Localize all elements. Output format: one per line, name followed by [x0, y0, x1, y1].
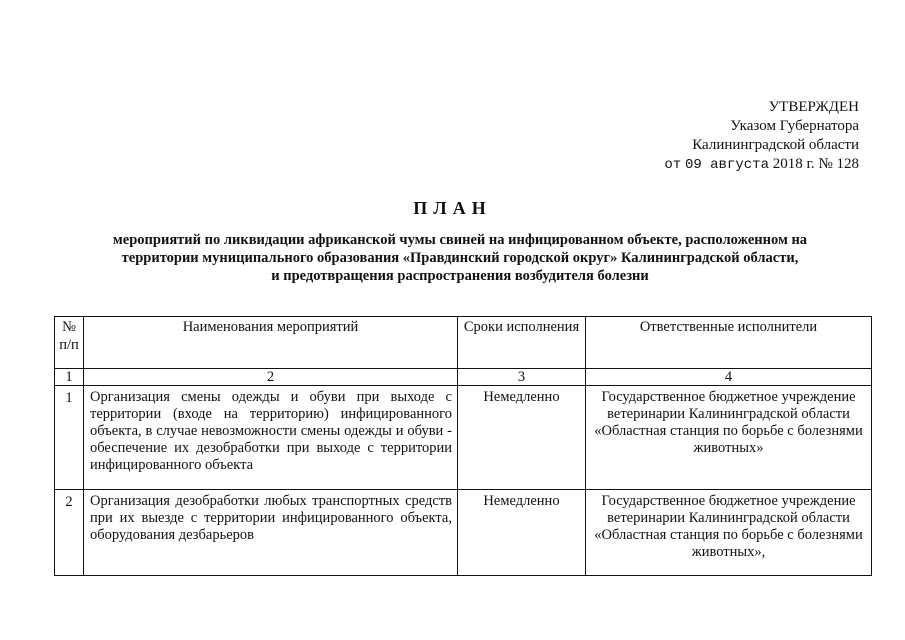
header-number: № п/п [55, 317, 84, 369]
document-title: ПЛАН [413, 198, 492, 218]
column-number: 3 [458, 369, 586, 386]
row-term: Немедленно [458, 386, 586, 490]
column-number: 2 [84, 369, 458, 386]
document-subtitle [60, 231, 860, 285]
subtitle-line-1: мероприятий по ликвидации африканской чумы свиней на инфицированном объекте, расположенном на [112, 232, 808, 248]
row-number: 2 [55, 490, 84, 576]
table-header-row [55, 317, 872, 369]
approval-date-prefix: от [664, 157, 682, 173]
plan-table [54, 316, 872, 576]
column-number-row [55, 369, 872, 386]
column-number: 4 [586, 369, 872, 386]
approval-region: Калининградской области [692, 137, 859, 153]
header-responsible: Ответственные исполнители [586, 317, 872, 369]
approval-date: 09 августа [684, 157, 769, 173]
subtitle-line-2: территории муниципального образования «Правдинский городской округ» Калининградской области, [121, 250, 799, 266]
row-responsible: Государственное бюджетное учреждение ветеринарии Калининградской области «Областная станция по борьбе с болезнями животных» [586, 386, 872, 490]
header-actions: Наименования мероприятий [84, 317, 458, 369]
approval-stamp [664, 98, 859, 175]
row-responsible: Государственное бюджетное учреждение ветеринарии Калининградской области «Областная станция по борьбе с болезнями животных», [586, 490, 872, 576]
header-terms: Сроки исполнения [458, 317, 586, 369]
approval-year: 2018 г. [772, 156, 815, 172]
approval-issuer: Указом Губернатора [730, 118, 859, 134]
row-number: 1 [55, 386, 84, 490]
table-row [55, 386, 872, 490]
table-row [55, 490, 872, 576]
approval-number: № 128 [818, 156, 859, 172]
approval-date-line [664, 155, 859, 175]
row-term: Немедленно [458, 490, 586, 576]
approval-heading: УТВЕРЖДЕН [768, 99, 859, 115]
subtitle-line-3: и предотвращения распространения возбудителя болезни [271, 268, 649, 284]
column-number: 1 [55, 369, 84, 386]
row-action: Организация дезобработки любых транспортных средств при их выезде с территории инфицированного объекта, оборудования дезбарьеров [84, 490, 458, 576]
row-action: Организация смены одежды и обуви при выходе с территории (входе на территорию) инфицированного объекта, в случае невозможности смены одежды и обуви - обеспечение их дезобработки при выходе с территории инфицированного объекта [84, 386, 458, 490]
